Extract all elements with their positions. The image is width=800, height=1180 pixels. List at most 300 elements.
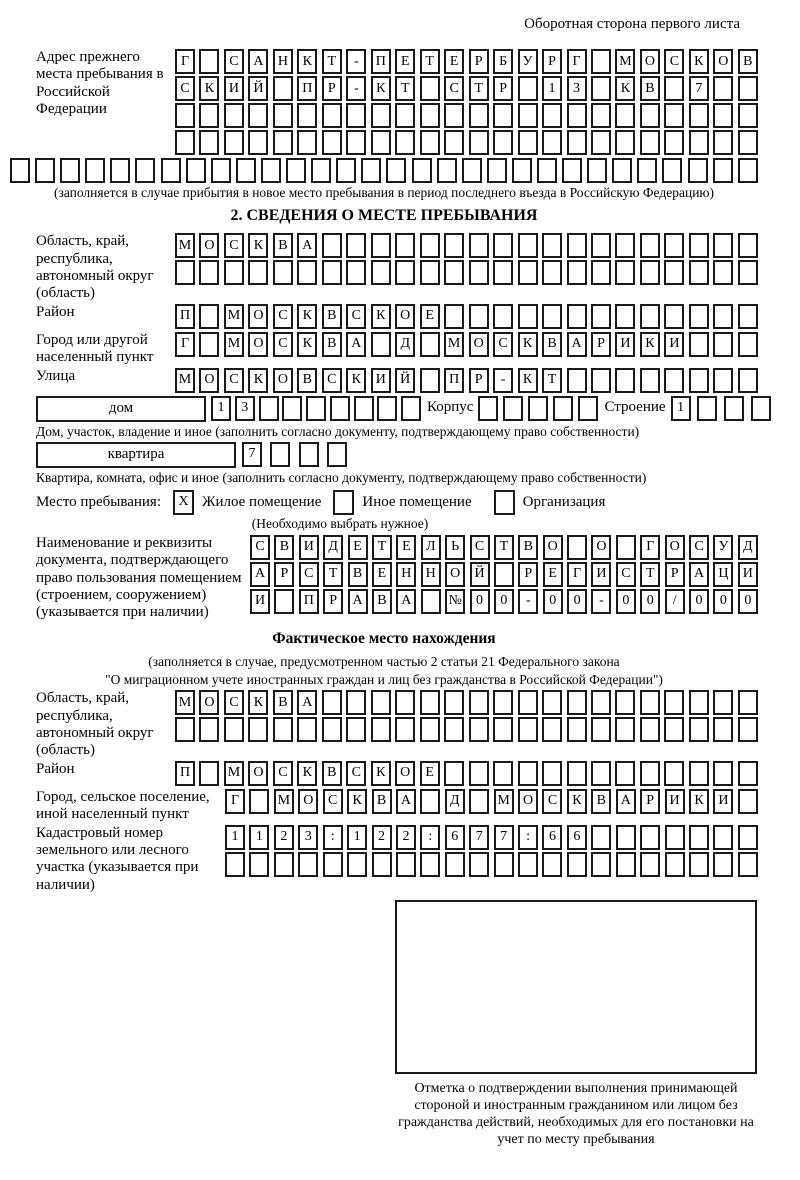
char-cell[interactable]: Й [470,562,490,587]
char-cell[interactable] [689,852,709,877]
char-cell[interactable]: Ь [445,535,465,560]
char-cell[interactable]: И [665,789,685,814]
char-cell[interactable]: И [713,789,733,814]
char-cell[interactable]: М [224,332,244,357]
char-cell[interactable] [346,103,366,128]
char-cell[interactable] [738,158,758,183]
char-cell[interactable]: 1 [225,825,245,850]
char-cell[interactable]: Г [567,49,587,74]
char-cell[interactable]: К [346,368,366,393]
char-cell[interactable] [689,717,709,742]
char-cell[interactable]: В [372,589,392,614]
char-cell[interactable]: М [224,304,244,329]
char-cell[interactable]: 3 [235,396,255,421]
char-cell[interactable] [469,852,489,877]
char-cell[interactable]: : [518,825,538,850]
char-cell[interactable] [420,332,440,357]
char-cell[interactable]: Е [420,761,440,786]
char-cell[interactable]: Т [469,76,489,101]
char-cell[interactable] [273,130,293,155]
char-cell[interactable] [445,852,465,877]
char-cell[interactable]: Н [396,562,416,587]
char-cell[interactable] [135,158,155,183]
char-cell[interactable] [616,825,636,850]
char-cell[interactable]: М [615,49,635,74]
char-cell[interactable]: В [322,761,342,786]
char-cell[interactable]: Г [567,562,587,587]
char-cell[interactable] [371,130,391,155]
char-cell[interactable] [273,103,293,128]
char-cell[interactable] [664,233,684,258]
char-cell[interactable] [738,825,758,850]
char-cell[interactable]: С [322,368,342,393]
char-cell[interactable] [199,130,219,155]
char-cell[interactable] [518,852,538,877]
char-cell[interactable] [542,761,562,786]
char-cell[interactable]: Р [591,332,611,357]
char-cell[interactable] [199,717,219,742]
char-cell[interactable] [420,368,440,393]
char-cell[interactable]: К [371,761,391,786]
char-cell[interactable] [615,260,635,285]
char-cell[interactable]: В [591,789,611,814]
char-cell[interactable] [567,260,587,285]
char-cell[interactable] [493,761,513,786]
char-cell[interactable] [664,304,684,329]
char-cell[interactable]: А [396,589,416,614]
char-cell[interactable] [420,690,440,715]
char-cell[interactable] [713,233,733,258]
char-cell[interactable] [662,158,682,183]
char-cell[interactable] [224,103,244,128]
char-cell[interactable]: 0 [738,589,758,614]
char-cell[interactable] [591,852,611,877]
char-cell[interactable] [664,761,684,786]
char-cell[interactable] [469,130,489,155]
char-cell[interactable] [469,761,489,786]
char-cell[interactable] [591,233,611,258]
char-cell[interactable] [199,332,219,357]
char-cell[interactable]: С [224,690,244,715]
char-cell[interactable] [518,761,538,786]
char-cell[interactable]: П [299,589,319,614]
char-cell[interactable] [724,396,744,421]
char-cell[interactable]: 6 [445,825,465,850]
char-cell[interactable] [567,535,587,560]
char-cell[interactable] [35,158,55,183]
char-cell[interactable] [346,690,366,715]
char-cell[interactable] [282,396,302,421]
char-cell[interactable] [578,396,598,421]
char-cell[interactable]: Г [225,789,245,814]
char-cell[interactable]: Е [396,535,416,560]
char-cell[interactable]: Р [640,789,660,814]
char-cell[interactable] [738,130,758,155]
char-cell[interactable] [518,304,538,329]
char-cell[interactable] [273,260,293,285]
char-cell[interactable] [10,158,30,183]
char-cell[interactable]: 6 [567,825,587,850]
char-cell[interactable] [322,260,342,285]
char-cell[interactable] [371,717,391,742]
char-cell[interactable]: К [248,690,268,715]
char-cell[interactable] [224,260,244,285]
char-cell[interactable]: О [640,49,660,74]
char-cell[interactable] [236,158,256,183]
char-cell[interactable] [487,158,507,183]
char-cell[interactable]: К [615,76,635,101]
char-cell[interactable]: У [713,535,733,560]
char-cell[interactable]: С [346,761,366,786]
char-cell[interactable]: 1 [542,76,562,101]
char-cell[interactable]: О [395,304,415,329]
char-cell[interactable] [664,260,684,285]
char-cell[interactable]: О [248,332,268,357]
char-cell[interactable] [567,852,587,877]
char-cell[interactable]: К [248,368,268,393]
char-cell[interactable] [412,158,432,183]
char-cell[interactable]: А [248,49,268,74]
char-cell[interactable] [615,304,635,329]
char-cell[interactable] [640,690,660,715]
char-cell[interactable]: М [274,789,294,814]
char-cell[interactable] [567,761,587,786]
char-cell[interactable]: В [322,304,342,329]
char-cell[interactable]: А [297,690,317,715]
char-cell[interactable] [444,130,464,155]
char-cell[interactable]: К [371,304,391,329]
char-cell[interactable] [664,76,684,101]
char-cell[interactable]: Е [420,304,440,329]
char-cell[interactable]: Р [322,76,342,101]
char-cell[interactable] [420,789,440,814]
char-cell[interactable] [542,260,562,285]
char-cell[interactable] [640,717,660,742]
char-cell[interactable] [322,233,342,258]
char-cell[interactable]: Е [444,49,464,74]
char-cell[interactable]: К [297,761,317,786]
char-cell[interactable] [248,260,268,285]
char-cell[interactable] [444,717,464,742]
char-cell[interactable] [637,158,657,183]
char-cell[interactable] [444,103,464,128]
char-cell[interactable] [518,103,538,128]
char-cell[interactable] [493,233,513,258]
char-cell[interactable] [224,717,244,742]
char-cell[interactable]: С [444,76,464,101]
char-cell[interactable] [494,562,514,587]
char-cell[interactable] [297,103,317,128]
char-cell[interactable] [518,690,538,715]
char-cell[interactable] [738,717,758,742]
char-cell[interactable] [689,690,709,715]
char-cell[interactable] [261,158,281,183]
char-cell[interactable] [493,304,513,329]
char-cell[interactable] [199,103,219,128]
char-cell[interactable] [306,396,326,421]
char-cell[interactable]: О [273,368,293,393]
char-cell[interactable]: Д [323,535,343,560]
char-cell[interactable] [420,76,440,101]
char-cell[interactable] [664,368,684,393]
char-cell[interactable]: С [493,332,513,357]
char-cell[interactable]: Н [421,562,441,587]
char-cell[interactable] [713,852,733,877]
char-cell[interactable] [518,130,538,155]
char-cell[interactable]: С [664,49,684,74]
char-cell[interactable] [738,260,758,285]
char-cell[interactable]: И [664,332,684,357]
char-cell[interactable] [567,233,587,258]
char-cell[interactable]: 0 [640,589,660,614]
char-cell[interactable] [738,761,758,786]
char-cell[interactable] [371,260,391,285]
char-cell[interactable] [421,589,441,614]
char-cell[interactable]: - [346,49,366,74]
char-cell[interactable]: К [347,789,367,814]
char-cell[interactable] [591,49,611,74]
char-cell[interactable] [713,130,733,155]
char-cell[interactable]: М [175,690,195,715]
char-cell[interactable] [713,76,733,101]
char-cell[interactable]: А [616,789,636,814]
char-cell[interactable] [273,717,293,742]
char-cell[interactable]: Р [274,562,294,587]
char-cell[interactable] [322,717,342,742]
char-cell[interactable]: Й [395,368,415,393]
char-cell[interactable] [689,233,709,258]
char-cell[interactable] [322,690,342,715]
char-cell[interactable] [697,396,717,421]
char-cell[interactable] [371,233,391,258]
char-cell[interactable] [248,103,268,128]
char-cell[interactable] [347,852,367,877]
char-cell[interactable] [469,789,489,814]
char-cell[interactable]: О [199,233,219,258]
char-cell[interactable]: С [346,304,366,329]
char-cell[interactable]: Т [372,535,392,560]
char-cell[interactable] [738,368,758,393]
char-cell[interactable] [444,304,464,329]
char-cell[interactable] [297,260,317,285]
char-cell[interactable]: С [542,789,562,814]
char-cell[interactable]: 2 [372,825,392,850]
char-cell[interactable]: О [713,49,733,74]
char-cell[interactable]: И [371,368,391,393]
char-cell[interactable] [469,690,489,715]
char-cell[interactable] [738,304,758,329]
char-cell[interactable]: 0 [543,589,563,614]
char-cell[interactable]: С [273,332,293,357]
char-cell[interactable]: О [248,761,268,786]
char-cell[interactable] [286,158,306,183]
char-cell[interactable]: Р [665,562,685,587]
char-cell[interactable]: 1 [671,396,691,421]
char-cell[interactable]: Р [493,76,513,101]
char-cell[interactable] [688,158,708,183]
char-cell[interactable] [591,76,611,101]
char-cell[interactable] [713,158,733,183]
char-cell[interactable]: М [494,789,514,814]
char-cell[interactable]: Т [323,562,343,587]
char-cell[interactable] [528,396,548,421]
char-cell[interactable] [199,49,219,74]
char-cell[interactable]: В [518,535,538,560]
char-cell[interactable] [689,103,709,128]
char-cell[interactable]: 1 [347,825,367,850]
char-cell[interactable] [713,103,733,128]
char-cell[interactable]: М [175,233,195,258]
char-cell[interactable] [478,396,498,421]
char-cell[interactable]: О [395,761,415,786]
char-cell[interactable]: 3 [298,825,318,850]
char-cell[interactable]: В [738,49,758,74]
char-cell[interactable]: П [175,304,195,329]
char-cell[interactable]: А [250,562,270,587]
char-cell[interactable] [493,717,513,742]
char-cell[interactable]: С [273,761,293,786]
char-cell[interactable] [199,260,219,285]
char-cell[interactable] [615,233,635,258]
char-cell[interactable]: 3 [567,76,587,101]
char-cell[interactable]: В [542,332,562,357]
char-cell[interactable] [462,158,482,183]
char-cell[interactable] [713,260,733,285]
char-cell[interactable]: И [738,562,758,587]
char-cell[interactable]: К [640,332,660,357]
char-cell[interactable] [615,368,635,393]
char-cell[interactable]: К [199,76,219,101]
char-cell[interactable]: : [323,825,343,850]
char-cell[interactable] [175,103,195,128]
char-cell[interactable] [274,589,294,614]
char-cell[interactable]: Е [395,49,415,74]
char-cell[interactable] [591,304,611,329]
char-cell[interactable]: 7 [494,825,514,850]
char-cell[interactable] [248,717,268,742]
char-cell[interactable]: О [591,535,611,560]
char-cell[interactable]: И [299,535,319,560]
char-cell[interactable] [591,761,611,786]
char-cell[interactable] [542,130,562,155]
char-cell[interactable]: В [274,535,294,560]
char-cell[interactable]: 0 [689,589,709,614]
char-cell[interactable]: К [567,789,587,814]
char-cell[interactable] [615,130,635,155]
char-cell[interactable]: К [518,368,538,393]
char-cell[interactable] [640,852,660,877]
char-cell[interactable]: К [297,49,317,74]
char-cell[interactable]: № [445,589,465,614]
char-cell[interactable] [395,690,415,715]
char-cell[interactable]: Т [322,49,342,74]
char-cell[interactable] [175,260,195,285]
char-cell[interactable] [738,789,758,814]
char-cell[interactable] [591,717,611,742]
char-cell[interactable]: П [175,761,195,786]
char-cell[interactable] [311,158,331,183]
char-cell[interactable] [346,233,366,258]
char-cell[interactable]: Н [273,49,293,74]
char-cell[interactable] [640,130,660,155]
char-cell[interactable] [751,396,771,421]
char-cell[interactable] [738,332,758,357]
char-cell[interactable]: П [371,49,391,74]
char-cell[interactable] [689,260,709,285]
char-cell[interactable]: А [297,233,317,258]
char-cell[interactable]: У [518,49,538,74]
char-cell[interactable] [640,260,660,285]
char-cell[interactable]: В [640,76,660,101]
char-cell[interactable] [85,158,105,183]
char-cell[interactable]: 0 [567,589,587,614]
char-cell[interactable]: П [297,76,317,101]
char-cell[interactable] [225,852,245,877]
char-cell[interactable] [640,304,660,329]
char-cell[interactable] [371,332,391,357]
char-cell[interactable]: Р [542,49,562,74]
char-cell[interactable]: О [543,535,563,560]
checkbox-other-premises[interactable] [333,490,354,515]
char-cell[interactable]: Й [248,76,268,101]
char-cell[interactable] [395,717,415,742]
char-cell[interactable]: О [518,789,538,814]
char-cell[interactable]: Д [738,535,758,560]
char-cell[interactable]: Р [469,368,489,393]
char-cell[interactable] [110,158,130,183]
char-cell[interactable] [420,103,440,128]
char-cell[interactable]: В [273,233,293,258]
char-cell[interactable] [420,233,440,258]
char-cell[interactable]: Е [543,562,563,587]
char-cell[interactable]: Р [518,562,538,587]
char-cell[interactable]: И [250,589,270,614]
char-cell[interactable]: К [297,332,317,357]
char-cell[interactable]: П [444,368,464,393]
char-cell[interactable] [689,761,709,786]
char-cell[interactable] [567,103,587,128]
char-cell[interactable] [616,535,636,560]
char-cell[interactable] [469,103,489,128]
char-cell[interactable]: Е [372,562,392,587]
char-cell[interactable]: В [297,368,317,393]
char-cell[interactable] [553,396,573,421]
char-cell[interactable] [689,332,709,357]
char-cell[interactable] [444,233,464,258]
char-cell[interactable]: / [665,589,685,614]
char-cell[interactable]: Р [469,49,489,74]
char-cell[interactable] [738,76,758,101]
char-cell[interactable] [713,717,733,742]
char-cell[interactable] [713,825,733,850]
char-cell[interactable]: Г [640,535,660,560]
char-cell[interactable]: Р [323,589,343,614]
char-cell[interactable]: К [518,332,538,357]
char-cell[interactable]: 0 [713,589,733,614]
char-cell[interactable]: А [689,562,709,587]
char-cell[interactable] [518,76,538,101]
char-cell[interactable]: С [689,535,709,560]
char-cell[interactable] [395,103,415,128]
char-cell[interactable]: А [348,589,368,614]
char-cell[interactable]: В [322,332,342,357]
char-cell[interactable] [469,717,489,742]
char-cell[interactable] [664,690,684,715]
char-cell[interactable]: С [616,562,636,587]
char-cell[interactable] [186,158,206,183]
char-cell[interactable]: 0 [470,589,490,614]
char-cell[interactable]: Г [175,332,195,357]
